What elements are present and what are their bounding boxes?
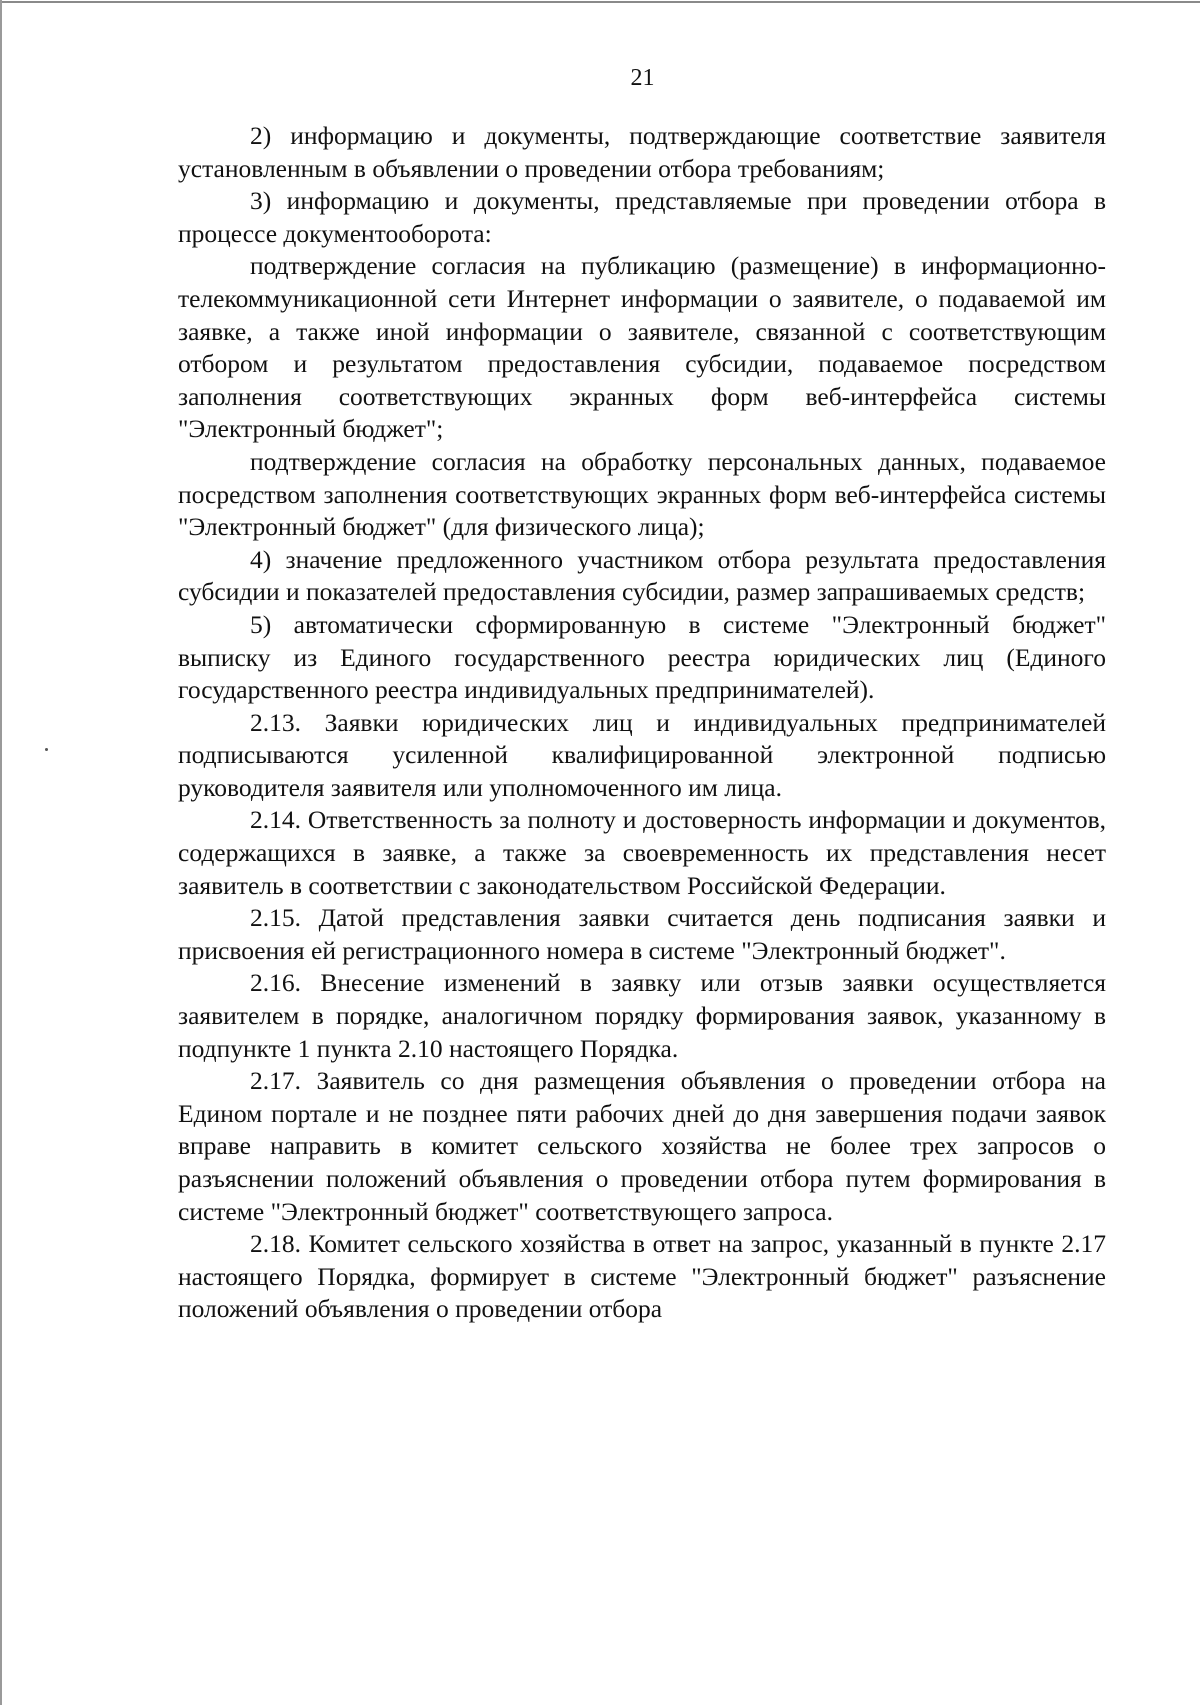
paragraph-2-17: 2.17. Заявитель со дня размещения объявления о проведении отбора на Едином портале и не позднее пяти рабочих дней до дня завершения подачи заявок вправе направить в комитет сельского хозяйства не более трех запросов о разъяснении положений объявления о проведении отбора путем формирования в системе "Электронный бюджет" соответствующего запроса.	[178, 1066, 1106, 1226]
paragraph-2-13: 2.13. Заявки юридических лиц и индивидуальных предпринимателей подписываются усиленной квалифицированной электронной подписью руководителя заявителя или уполномоченного им лица.	[178, 707, 1106, 802]
paragraph-item-4: 4) значение предложенного участником отбора результата предоставления субсидии и показателей предоставления субсидии, размер запрашиваемых средств;	[178, 544, 1106, 607]
paragraph-item-5: 5) автоматически сформированную в системе "Электронный бюджет" выписку из Единого государственного реестра юридических лиц (Единого государственного реестра индивидуальных предпринимателей).	[178, 609, 1106, 705]
paragraph-consent-personal-data: подтверждение согласия на обработку персональных данных, подаваемое посредством заполнения соответствующих экранных форм веб-интерфейса системы "Электронный бюджет" (для физического лица);	[178, 446, 1106, 542]
document-body	[178, 120, 1106, 1326]
paragraph-2-15: 2.15. Датой представления заявки считается день подписания заявки и присвоения ей регистрационного номера в системе "Электронный бюджет".	[178, 903, 1106, 965]
scan-speck	[45, 748, 48, 751]
scan-top-edge	[0, 1, 1200, 3]
paragraph-item-3: 3) информацию и документы, представляемые при проведении отбора в процессе документооборота:	[178, 186, 1106, 248]
page-number: 21	[630, 65, 655, 91]
paragraph-2-14: 2.14. Ответственность за полноту и достоверность информации и документов, содержащихся в заявке, а также за своевременность их представления несет заявитель в соответствии с законодательством Российской Федерации.	[178, 805, 1106, 900]
paragraph-2-16: 2.16. Внесение изменений в заявку или отзыв заявки осуществляется заявителем в порядке, аналогичном порядку формирования заявок, указанному в подпункте 1 пункта 2.10 настоящего Порядка.	[178, 968, 1106, 1063]
paragraph-consent-publication: подтверждение согласия на публикацию (размещение) в информационно-телекоммуникационной сети Интернет информации о заявителе, о подаваемой им заявке, а также иной информации о заявителе, связанной с соответствующим отбором и результатом предоставления субсидии, подаваемое посредством заполнения соответствующих экранных форм веб-интерфейса системы "Электронный бюджет";	[178, 251, 1106, 444]
scan-left-edge	[0, 0, 2, 1705]
paragraph-item-2: 2) информацию и документы, подтверждающие соответствие заявителя установленным в объявлении о проведении отбора требованиям;	[178, 121, 1106, 183]
paragraph-2-18: 2.18. Комитет сельского хозяйства в ответ на запрос, указанный в пункте 2.17 настоящего Порядка, формирует в системе "Электронный бюджет" разъяснение положений объявления о проведении отбора	[178, 1229, 1106, 1324]
